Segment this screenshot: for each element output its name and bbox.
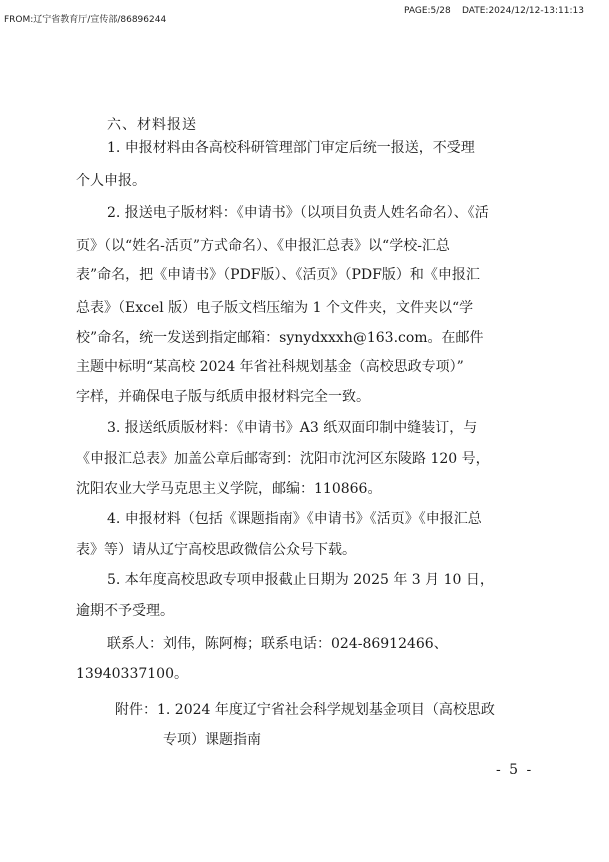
- text-line: 沈阳农业大学马克思主义学院，邮编：110866。: [76, 481, 382, 497]
- section-title: 六、材料报送: [107, 117, 197, 133]
- text-line: 个人申报。: [76, 173, 146, 189]
- fax-page: PAGE:5/28: [404, 6, 451, 16]
- text-line: 专项）课题指南: [163, 732, 261, 748]
- text-line: 1. 申报材料由各高校科研管理部门审定后统一报送，不受理: [107, 140, 475, 156]
- text-line: 表》等）请从辽宁高校思政微信公众号下载。: [76, 542, 356, 558]
- text-line: 联系人：刘伟，陈阿梅；联系电话：024-86912466、: [107, 636, 448, 652]
- text-line: 表”命名，把《申请书》（PDF版）、《活页》（PDF版）和《申报汇: [76, 267, 480, 283]
- text-line: 页》（以“姓名-活页”方式命名）、《申报汇总表》以“学校-汇总: [76, 238, 450, 254]
- text-line: 4. 申报材料（包括《课题指南》《申请书》《活页》《申报汇总: [107, 511, 482, 527]
- fax-from: FROM:辽宁省教育厅/宣传部/86896244: [4, 15, 167, 25]
- text-line: 校”命名，统一发送到指定邮箱：synydxxxh@163.com。在邮件: [76, 330, 484, 346]
- text-line: 3. 报送纸质版材料：《申请书》A3 纸双面印制中缝装订，与: [107, 420, 478, 436]
- text-line: 5. 本年度高校思政专项申报截止日期为 2025 年 3 月 10 日，: [107, 572, 494, 588]
- page-number: - 5 -: [496, 762, 534, 778]
- text-line: 主题中标明“某高校 2024 年省社科规划基金（高校思政专项）”: [76, 359, 464, 375]
- text-line: 13940337100。: [76, 666, 188, 682]
- text-line: 《申报汇总表》加盖公章后邮寄到：沈阳市沈河区东陵路 120 号，: [76, 451, 490, 467]
- text-line: 总表》（Excel 版）电子版文档压缩为 1 个文件夹，文件夹以“学: [76, 300, 474, 316]
- text-line: 附件：1. 2024 年度辽宁省社会科学规划基金项目（高校思政: [115, 702, 495, 718]
- text-line: 2. 报送电子版材料：《申请书》（以项目负责人姓名命名）、《活: [107, 205, 489, 221]
- text-line: 逾期不予受理。: [76, 603, 174, 619]
- fax-date: DATE:2024/12/12-13:11:13: [462, 6, 584, 16]
- text-line: 字样，并确保电子版与纸质申报材料完全一致。: [76, 389, 370, 405]
